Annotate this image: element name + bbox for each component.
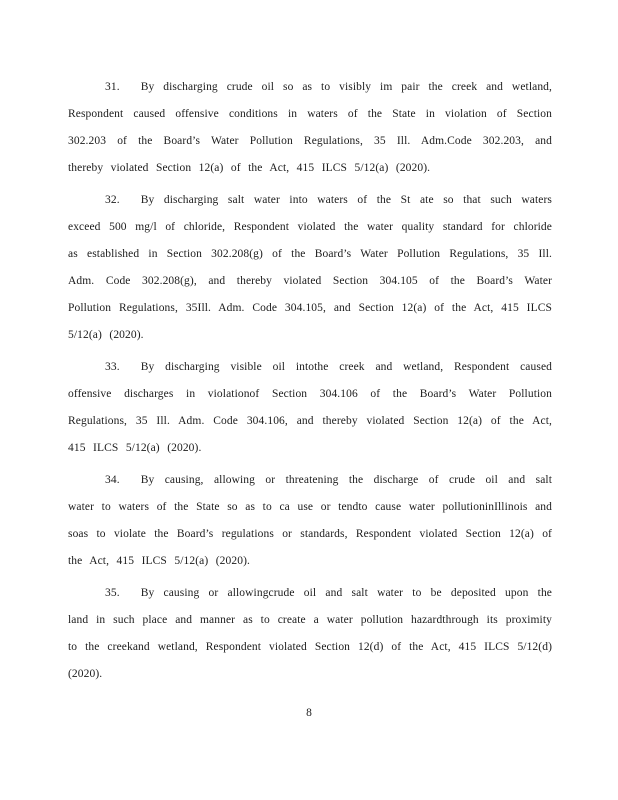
paragraph-34-text: By causing, allowing or threatening the discharge of crude oil and salt water to waters of the State so as to ca use or tendto cause water pollutioninIllinois and soas to violate the Board’s regulations or standards, Respondent violated Section 12(a) of the Act, 415 ILCS 5/12(a) (2020). xyxy=(68,474,552,567)
paragraph-31-number: 31. xyxy=(105,81,120,93)
paragraph-35 xyxy=(68,580,552,688)
paragraph-33-number: 33. xyxy=(105,361,120,373)
document-content xyxy=(68,74,552,693)
paragraph-31-text: By discharging crude oil so as to visibly im pair the creek and wetland, Respondent caused offensive conditions in waters of the State in violation of Section 302.203 of the Board’s Water Pollution Regulations, 35 Ill. Adm.Code 302.203, and thereby violated Section 12(a) of the Act, 415 ILCS 5/12(a) (2020). xyxy=(68,81,552,174)
paragraph-31 xyxy=(68,74,552,182)
page-number: 8 xyxy=(306,707,312,719)
paragraph-35-text: By causing or allowingcrude oil and salt water to be deposited upon the land in such place and manner as to create a water pollution hazardthrough its proximity to the creekand wetland, Respondent violated Section 12(d) of the Act, 415 ILCS 5/12(d) (2020). xyxy=(68,587,552,680)
paragraph-32-number: 32. xyxy=(105,194,120,206)
paragraph-32-text: By discharging salt water into waters of the St ate so that such waters exceed 500 mg/l of chloride, Respondent violated the water quality standard for chloride as established in Section 302.208(g) of the Board’s Water Pollution Regulations, 35 Ill. Adm. Code 302.208(g), and thereby violated Section 304.105 of the Board’s Water Pollution Regulations, 35Ill. Adm. Code 304.105, and Section 12(a) of the Act, 415 ILCS 5/12(a) (2020). xyxy=(68,194,552,341)
paragraph-33 xyxy=(68,354,552,462)
paragraph-32 xyxy=(68,187,552,349)
paragraph-35-number: 35. xyxy=(105,587,120,599)
paragraph-34-number: 34. xyxy=(105,474,120,486)
paragraph-34 xyxy=(68,467,552,575)
paragraph-33-text: By discharging visible oil intothe creek and wetland, Respondent caused offensive discharges in violationof Section 304.106 of the Board’s Water Pollution Regulations, 35 Ill. Adm. Code 304.106, and thereby violated Section 12(a) of the Act, 415 ILCS 5/12(a) (2020). xyxy=(68,361,552,454)
